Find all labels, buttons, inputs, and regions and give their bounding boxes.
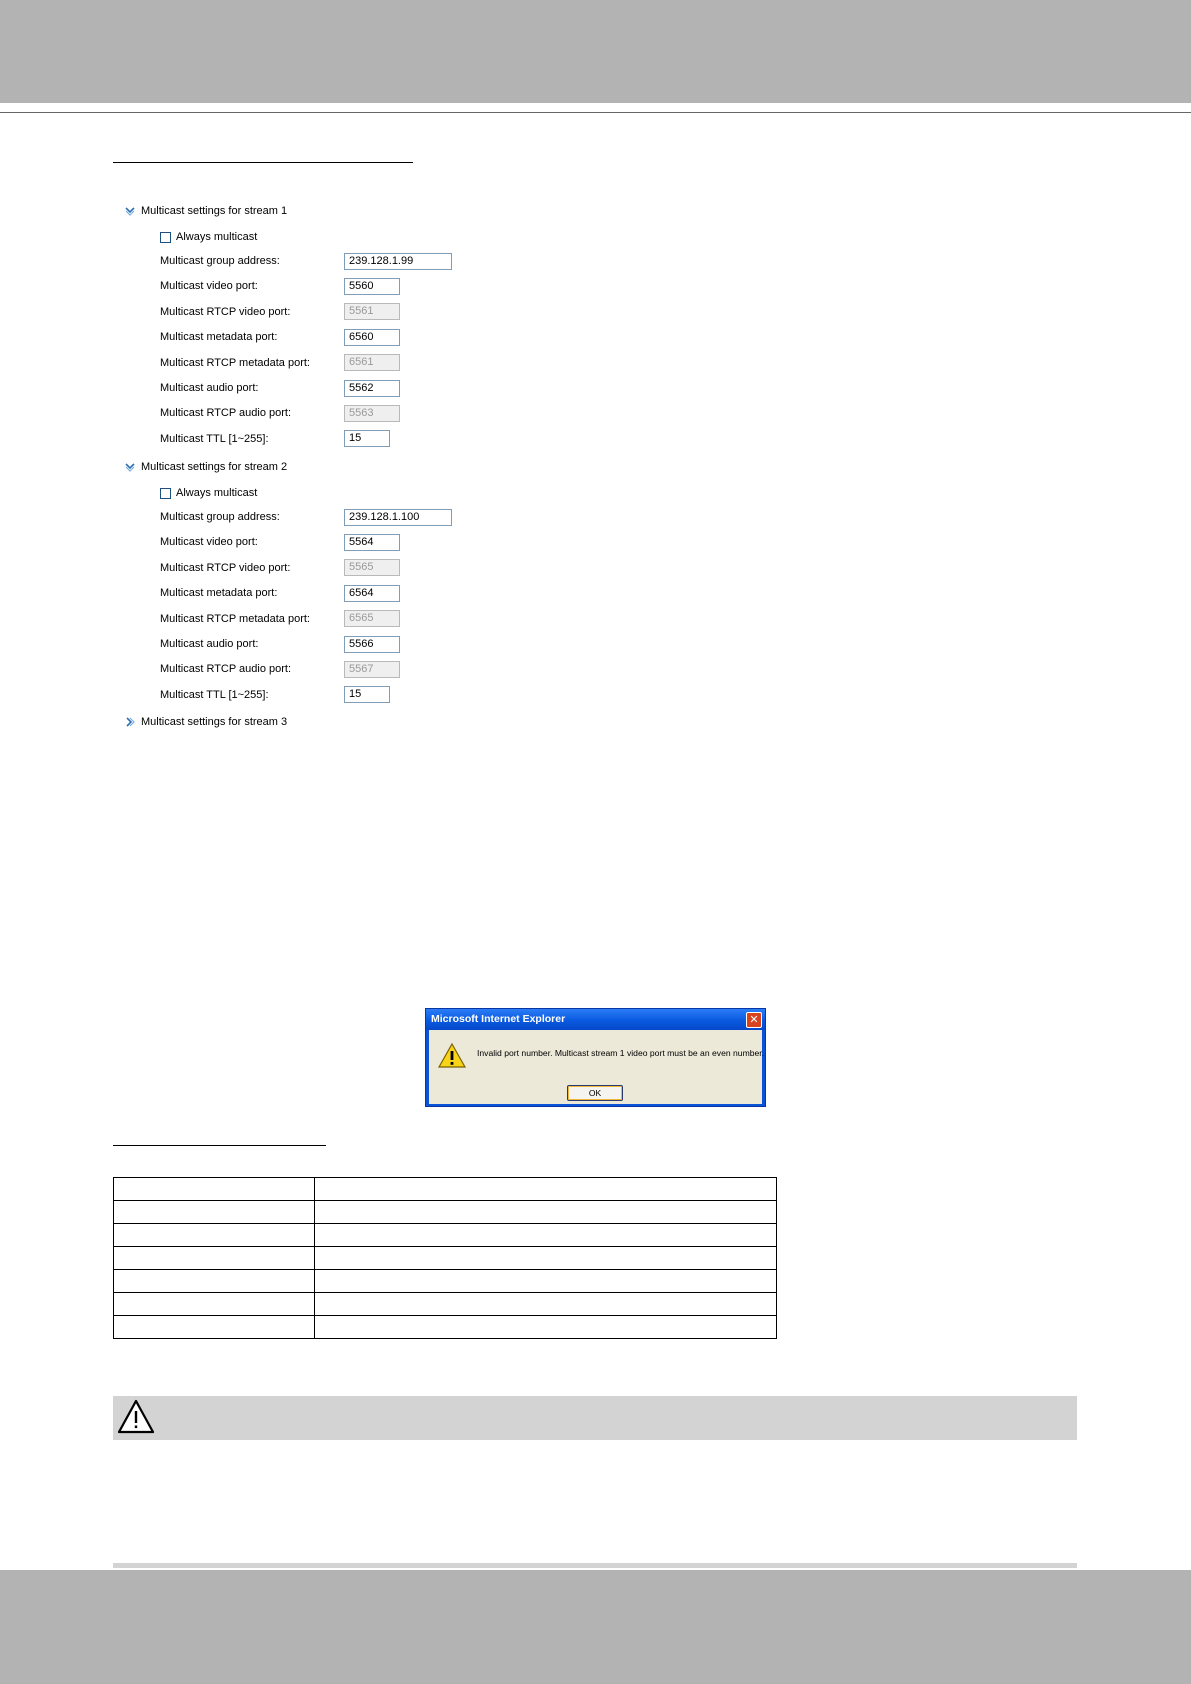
- dialog-message: Invalid port number. Multicast stream 1 video port must be an even number.: [477, 1048, 765, 1058]
- field-label: Multicast TTL [1~255]:: [160, 432, 269, 445]
- subsection-title-underline: [113, 1145, 326, 1146]
- table-row: [114, 1247, 777, 1270]
- warning-icon: [437, 1042, 467, 1070]
- field-label: Multicast RTCP video port:: [160, 305, 291, 318]
- footer-rule: [113, 1563, 1077, 1568]
- port-input[interactable]: 5564: [344, 534, 400, 551]
- chevron-down-icon: [123, 204, 137, 218]
- port-input[interactable]: 15: [344, 430, 390, 447]
- port-input[interactable]: 5560: [344, 278, 400, 295]
- error-dialog: [425, 1008, 766, 1107]
- table-cell: [114, 1247, 315, 1270]
- field-label: Multicast group address:: [160, 255, 280, 267]
- field-label: Multicast RTCP metadata port:: [160, 356, 310, 369]
- always-multicast-checkbox[interactable]: [160, 488, 171, 499]
- port-input[interactable]: 15: [344, 686, 390, 703]
- header-rule: [0, 112, 1191, 113]
- port-input[interactable]: 6560: [344, 329, 400, 346]
- always-multicast-row: [160, 228, 257, 246]
- table-cell: [315, 1224, 777, 1247]
- section-title-underline: [113, 162, 413, 163]
- table-cell: [315, 1293, 777, 1316]
- stream-2-header-label: Multicast settings for stream 2: [141, 461, 288, 473]
- empty-table: [113, 1177, 777, 1339]
- field-label: Multicast group address:: [160, 511, 280, 523]
- readonly-port-field: 5561: [344, 303, 400, 320]
- table-cell: [114, 1293, 315, 1316]
- table-cell: [114, 1178, 315, 1201]
- readonly-port-field: 5563: [344, 405, 400, 422]
- always-multicast-checkbox[interactable]: [160, 232, 171, 243]
- always-multicast-label: Always multicast: [176, 487, 258, 499]
- table-row: [114, 1270, 777, 1293]
- readonly-port-field: 6561: [344, 354, 400, 371]
- readonly-port-field: 5567: [344, 661, 400, 678]
- field-label: Multicast RTCP audio port:: [160, 407, 292, 420]
- close-icon[interactable]: ✕: [746, 1012, 762, 1028]
- table-row: [114, 1224, 777, 1247]
- table-cell: [315, 1201, 777, 1224]
- header-band: [0, 0, 1191, 103]
- table-row: [114, 1178, 777, 1201]
- stream-3-header[interactable]: [123, 713, 287, 731]
- port-input[interactable]: 5566: [344, 636, 400, 653]
- field-label: Multicast TTL [1~255]:: [160, 688, 269, 701]
- stream-2-header[interactable]: [123, 458, 287, 476]
- port-input[interactable]: 6564: [344, 585, 400, 602]
- chevron-down-icon: [123, 460, 137, 474]
- stream-3-header-label: Multicast settings for stream 3: [141, 716, 288, 728]
- field-label: Multicast RTCP video port:: [160, 561, 291, 574]
- field-label: Multicast audio port:: [160, 382, 259, 394]
- caution-icon: [116, 1398, 156, 1436]
- port-input[interactable]: 239.128.1.100: [344, 509, 452, 526]
- readonly-port-field: 6565: [344, 610, 400, 627]
- table-row: [114, 1293, 777, 1316]
- table-cell: [315, 1247, 777, 1270]
- table-cell: [114, 1270, 315, 1293]
- table-cell: [114, 1224, 315, 1247]
- always-multicast-label: Always multicast: [176, 231, 258, 243]
- field-label: Multicast audio port:: [160, 638, 259, 650]
- table-cell: [315, 1270, 777, 1293]
- dialog-body: [429, 1030, 765, 1104]
- ok-button[interactable]: OK: [567, 1085, 623, 1101]
- stream-1-header[interactable]: [123, 202, 287, 220]
- table-row: [114, 1201, 777, 1224]
- chevron-right-icon: [123, 715, 137, 729]
- field-label: Multicast RTCP metadata port:: [160, 612, 310, 625]
- table-cell: [114, 1201, 315, 1224]
- stream-1-header-label: Multicast settings for stream 1: [141, 205, 288, 217]
- always-multicast-row: [160, 484, 257, 502]
- field-label: Multicast video port:: [160, 280, 258, 293]
- table-cell: [114, 1316, 315, 1339]
- table-cell: [315, 1178, 777, 1201]
- port-input[interactable]: 5562: [344, 380, 400, 397]
- table-row: [114, 1316, 777, 1339]
- dialog-title: Microsoft Internet Explorer: [426, 1009, 765, 1030]
- port-input[interactable]: 239.128.1.99: [344, 253, 452, 270]
- footer-band: [0, 1570, 1191, 1684]
- readonly-port-field: 5565: [344, 559, 400, 576]
- field-label: Multicast video port:: [160, 536, 258, 549]
- table-cell: [315, 1316, 777, 1339]
- field-label: Multicast metadata port:: [160, 331, 278, 344]
- field-label: Multicast RTCP audio port:: [160, 663, 292, 676]
- field-label: Multicast metadata port:: [160, 587, 278, 600]
- caution-bar: [113, 1396, 1077, 1440]
